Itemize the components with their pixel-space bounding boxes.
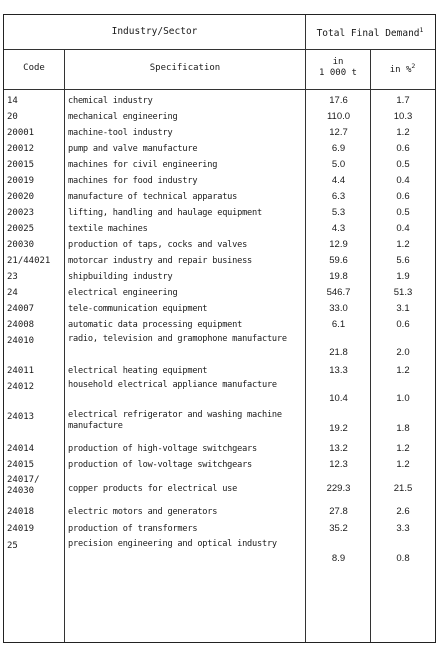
row-specification: lifting, handling and haulage equipment — [68, 208, 262, 218]
row-tonnes: 12.9 — [329, 239, 348, 250]
row-tonnes: 8.9 — [331, 553, 346, 564]
row-code: 24010 — [7, 336, 35, 346]
row-percent: 21.5 — [393, 483, 413, 494]
row-specification: production of taps, cocks and valves — [68, 240, 248, 250]
row-percent: 0.5 — [396, 207, 410, 218]
row-code: 24007 — [7, 304, 35, 314]
code-header: Code — [23, 63, 45, 73]
row-specification: pump and valve manufacture — [68, 144, 198, 154]
row-specification: production of high-voltage switchgears — [68, 444, 258, 454]
table-row — [4, 363, 435, 379]
row-specification: mechanical engineering — [68, 112, 178, 122]
row-tonnes: 229.3 — [326, 483, 351, 494]
row-tonnes: 546.7 — [326, 287, 351, 298]
tonnes-header — [306, 57, 370, 79]
row-code: 20020 — [7, 192, 35, 202]
row-tonnes: 59.6 — [329, 255, 348, 266]
row-specification: machines for food industry — [68, 176, 198, 186]
table-row — [4, 474, 435, 504]
row-specification: machine-tool industry — [68, 128, 173, 138]
table-row — [4, 457, 435, 474]
row-percent: 0.8 — [396, 553, 410, 564]
row-tonnes: 17.6 — [329, 95, 348, 106]
row-percent: 0.5 — [396, 159, 410, 170]
table-row — [4, 285, 435, 301]
percent-header — [371, 61, 434, 76]
row-percent: 1.2 — [396, 239, 410, 250]
table-row — [4, 317, 435, 333]
table-row — [4, 221, 435, 237]
row-percent: 2.6 — [396, 506, 410, 517]
table-row — [4, 333, 435, 363]
table-row — [4, 141, 435, 157]
row-tonnes: 6.3 — [331, 191, 346, 202]
demand-table — [3, 14, 436, 643]
table-row — [4, 504, 435, 521]
percent-label: in % — [389, 65, 412, 75]
row-percent: 3.3 — [396, 523, 410, 534]
row-tonnes: 19.8 — [329, 271, 348, 282]
row-specification: chemical industry — [68, 96, 153, 106]
row-tonnes: 5.0 — [331, 159, 346, 170]
row-percent: 1.8 — [396, 423, 410, 434]
row-code: 20001 — [7, 128, 35, 138]
row-code: 21/44021 — [7, 256, 51, 266]
row-code: 20023 — [7, 208, 35, 218]
row-code: 20 — [7, 112, 18, 122]
row-specification: electrical engineering — [68, 288, 178, 298]
row-specification: textile machines — [68, 224, 148, 234]
row-specification: tele-communication equipment — [68, 304, 208, 314]
header-row-top — [4, 15, 435, 50]
table-row — [4, 189, 435, 205]
row-specification: production of low-voltage switchgears — [68, 460, 253, 470]
table-row — [4, 253, 435, 269]
row-percent: 1.7 — [396, 95, 410, 106]
row-percent: 5.6 — [396, 255, 410, 266]
row-percent: 2.0 — [396, 347, 410, 358]
row-code: 24012 — [7, 382, 35, 392]
table-row — [4, 109, 435, 125]
row-code: 20025 — [7, 224, 35, 234]
row-code: 24008 — [7, 320, 35, 330]
footnote-marker: 2 — [411, 62, 416, 70]
row-specification: radio, television and gramophone manufacture — [68, 334, 287, 344]
row-code: 23 — [7, 272, 18, 282]
row-specification: household electrical appliance manufacture — [68, 380, 277, 390]
row-tonnes: 13.3 — [329, 365, 348, 376]
table-row — [4, 205, 435, 221]
table-row — [4, 409, 435, 441]
specification-header: Specification — [149, 63, 221, 73]
table-row — [4, 173, 435, 189]
tonnes-header-line1: in — [332, 57, 344, 67]
tonnes-header-line2: 1 000 t — [319, 68, 357, 78]
row-percent: 0.4 — [396, 223, 410, 234]
row-percent: 0.4 — [396, 175, 410, 186]
row-tonnes: 6.9 — [331, 143, 346, 154]
row-code: 24014 — [7, 444, 35, 454]
row-tonnes: 27.8 — [329, 506, 348, 517]
row-percent: 1.2 — [396, 443, 410, 454]
row-code: 20015 — [7, 160, 35, 170]
row-code: 14 — [7, 96, 18, 106]
row-specification: copper products for electrical use — [68, 484, 238, 494]
row-specification: machines for civil engineering — [68, 160, 218, 170]
row-tonnes: 21.8 — [329, 347, 348, 358]
row-tonnes: 4.4 — [331, 175, 346, 186]
row-percent: 1.2 — [396, 365, 410, 376]
table-row — [4, 441, 435, 457]
footnote-marker: 1 — [419, 26, 424, 34]
row-code: 24 — [7, 288, 18, 298]
row-tonnes: 110.0 — [326, 111, 351, 122]
row-percent: 0.6 — [396, 319, 410, 330]
row-percent: 1.0 — [396, 393, 410, 404]
row-tonnes: 35.2 — [329, 523, 348, 534]
row-percent: 0.6 — [396, 143, 410, 154]
row-code: 24019 — [7, 524, 35, 534]
row-percent: 1.2 — [396, 459, 410, 470]
row-code: 24017/ 24030 — [7, 475, 40, 496]
row-code: 24013 — [7, 412, 35, 422]
row-tonnes: 6.1 — [331, 319, 346, 330]
row-percent: 3.1 — [396, 303, 410, 314]
row-percent: 0.6 — [396, 191, 410, 202]
table-row — [4, 379, 435, 409]
row-specification: electrical heating equipment — [68, 366, 208, 376]
row-code: 20030 — [7, 240, 35, 250]
row-tonnes: 12.3 — [329, 459, 348, 470]
table-row — [4, 237, 435, 253]
row-percent: 51.3 — [393, 287, 413, 298]
row-code: 24011 — [7, 366, 35, 376]
row-specification: automatic data processing equipment — [68, 320, 243, 330]
row-tonnes: 12.7 — [329, 127, 348, 138]
row-percent: 1.2 — [396, 127, 410, 138]
row-specification: production of transformers — [68, 524, 198, 534]
row-percent: 1.9 — [396, 271, 410, 282]
table-row — [4, 538, 435, 570]
row-specification: electric motors and generators — [68, 507, 218, 517]
row-code: 20019 — [7, 176, 35, 186]
total-final-demand-label: Total Final Demand — [316, 28, 420, 40]
table-row — [4, 269, 435, 285]
table-row — [4, 521, 435, 538]
row-code: 25 — [7, 541, 18, 551]
table-row — [4, 93, 435, 109]
row-percent: 10.3 — [393, 111, 413, 122]
row-tonnes: 5.3 — [331, 207, 346, 218]
row-tonnes: 13.2 — [329, 443, 348, 454]
row-specification: precision engineering and optical industry — [68, 539, 277, 549]
table-row — [4, 125, 435, 141]
row-code: 24015 — [7, 460, 35, 470]
total-final-demand-header — [306, 26, 434, 39]
row-code: 24018 — [7, 507, 35, 517]
row-specification: electrical refrigerator and washing machine manufacture — [68, 410, 282, 431]
table-row — [4, 157, 435, 173]
row-code: 20012 — [7, 144, 35, 154]
row-tonnes: 33.0 — [329, 303, 348, 314]
row-tonnes: 19.2 — [329, 423, 348, 434]
row-specification: shipbuilding industry — [68, 272, 173, 282]
row-specification: motorcar industry and repair business — [68, 256, 253, 266]
row-specification: manufacture of technical apparatus — [68, 192, 238, 202]
row-tonnes: 10.4 — [329, 393, 348, 404]
row-tonnes: 4.3 — [331, 223, 346, 234]
table-row — [4, 301, 435, 317]
industry-sector-header: Industry/Sector — [111, 26, 198, 37]
